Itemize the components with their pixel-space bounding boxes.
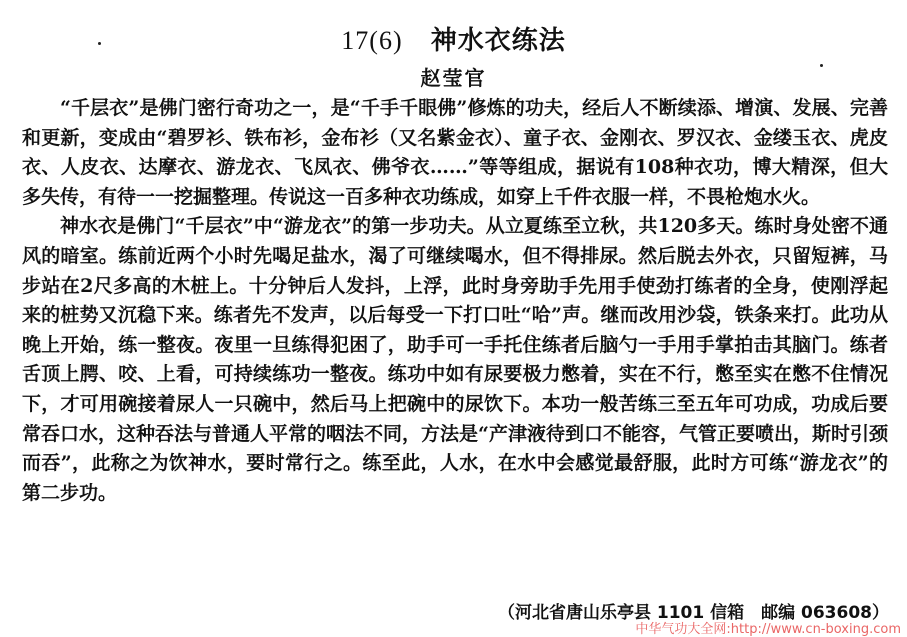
article-number: 17(6) [341, 26, 403, 55]
site-watermark: 中华气功大全网:http://www.cn-boxing.com [635, 622, 901, 637]
article-title-text: 神水衣练法 [430, 26, 566, 56]
article-author: 赵莹官 [420, 66, 487, 90]
article-body [22, 94, 888, 508]
paragraph: “千层衣”是佛门密行奇功之一，是“千手千眼佛”修炼的功夫，经后人不断续添、增演、发展、完善和更新，变成由“碧罗衫、铁布衫，金布衫（又名紫金衣）、童子衣、金刚衣、罗汉衣、金缕玉衣、虎皮衣、人皮衣、达摩衣、游龙衣、飞凤衣、佛爷衣……”等等组成，据说有108种衣功，博大精深，但大多失传，有待一一挖掘整理。传说这一百多种衣功练成，如穿上千件衣服一样，不畏枪炮水火。 [22, 97, 888, 208]
article-title [0, 20, 907, 57]
paragraph: 神水衣是佛门“千层衣”中“游龙衣”的第一步功夫。从立夏练至立秋，共120多天。练时身处密不通风的暗室。练前近两个小时先喝足盐水，渴了可继续喝水，但不得排尿。然后脱去外衣，只留短裤，马步站在2尺多高的木桩上。十分钟后人发抖，上浮，此时身旁助手先用手使劲打练者的全身，使刚浮起来的桩势又沉稳下来。练者先不发声，以后每受一下打口吐“哈”声。继而改用沙袋，铁条来打。此功从晚上开始，练一整夜。夜里一旦练得犯困了，助手可一手托住练者后脑勺一手用手掌拍击其脑门。练者舌顶上腭、咬、上看，可持续练功一整夜。练功中如有尿要极力憋着，实在不行，憋至实在憋不住情况下，才可用碗接着尿人一只碗中，然后马上把碗中的尿饮下。本功一般苦练三至五年可功成，功成后要常吞口水，这种吞法与普通人平常的咽法不同，方法是“产津液待到口不能容，气管正要喷出，斯时引颈而吞”，此称之为饮神水，要时常行之。练至此，人水，在水中会感觉最舒服，此时方可练“游龙衣”的第二步功。 [22, 215, 888, 504]
author-address: （河北省唐山乐亭县 1101 信箱 邮编 063608） [497, 603, 889, 623]
